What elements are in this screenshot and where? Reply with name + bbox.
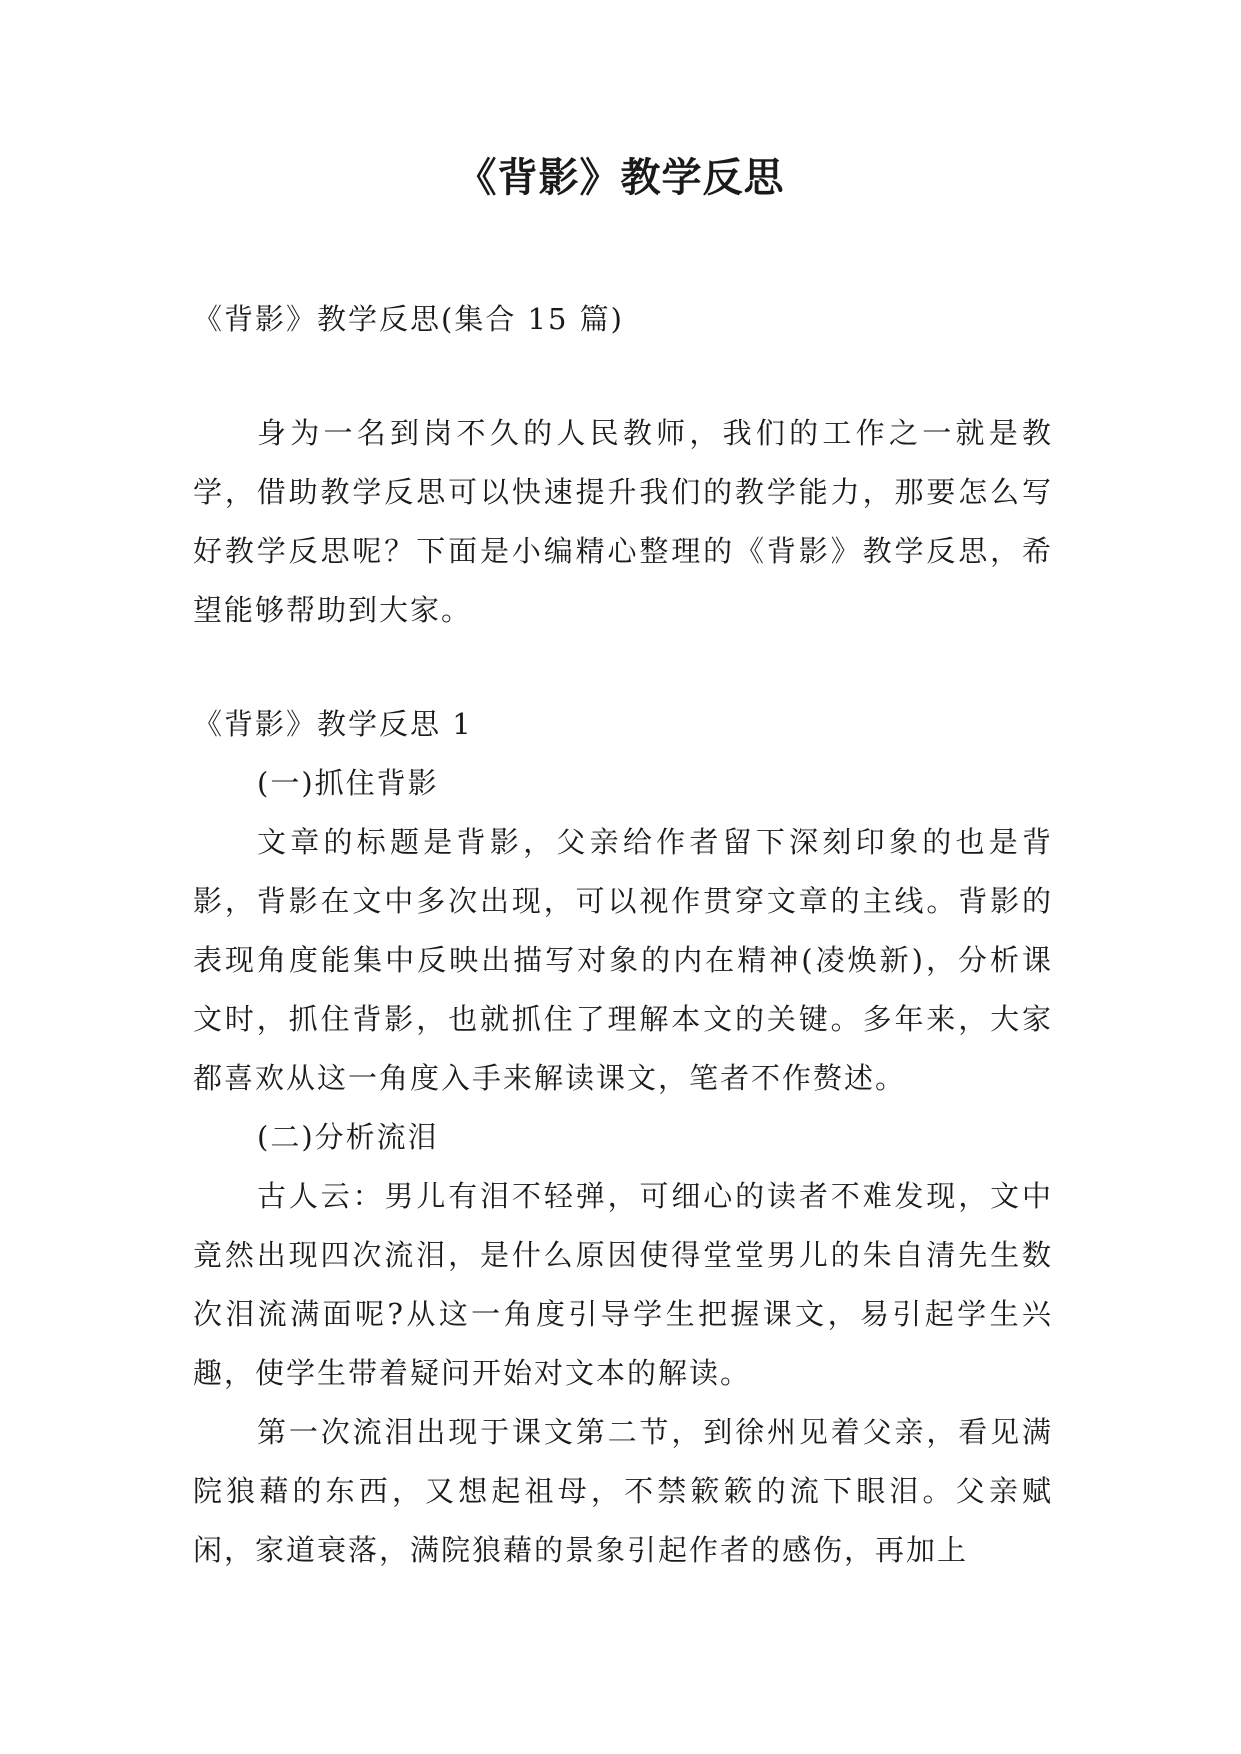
part-1-heading: (一)抓住背影 <box>257 766 439 800</box>
intro-paragraph: 身为一名到岗不久的人民教师，我们的工作之一就是教学，借助教学反思可以快速提升我们的教学能力，那要怎么写好教学反思呢？下面是小编精心整理的《背影》教学反思，希望能够帮助到大家。 <box>193 416 1053 627</box>
subtitle-text: 《背影》教学反思(集合 15 篇) <box>193 302 624 336</box>
section-1 <box>193 695 1053 1580</box>
document-title: 《背影》教学反思 <box>456 155 785 201</box>
part-2-paragraph-2: 第一次流泪出现于课文第二节，到徐州见着父亲，看见满院狼藉的东西，又想起祖母，不禁簌簌的流下眼泪。父亲赋闲，家道衰落，满院狼藉的景象引起作者的感伤，再加上 <box>193 1415 1053 1567</box>
part-2-heading: (二)分析流泪 <box>257 1120 439 1154</box>
intro-block <box>193 404 1053 640</box>
section-heading: 《背影》教学反思 1 <box>193 707 473 741</box>
document-subtitle <box>193 290 1053 349</box>
part-2-paragraph-1: 古人云：男儿有泪不轻弹，可细心的读者不难发现，文中竟然出现四次流泪，是什么原因使得堂堂男儿的朱自清先生数次泪流满面呢?从这一角度引导学生把握课文，易引起学生兴趣，使学生带着疑问开始对文本的解读。 <box>193 1179 1053 1390</box>
part-1-paragraph: 文章的标题是背影，父亲给作者留下深刻印象的也是背影，背影在文中多次出现，可以视作贯穿文章的主线。背影的表现角度能集中反映出描写对象的内在精神(凌焕新)，分析课文时，抓住背影，也就抓住了理解本文的关键。多年来，大家都喜欢从这一角度入手来解读课文，笔者不作赘述。 <box>193 825 1053 1095</box>
